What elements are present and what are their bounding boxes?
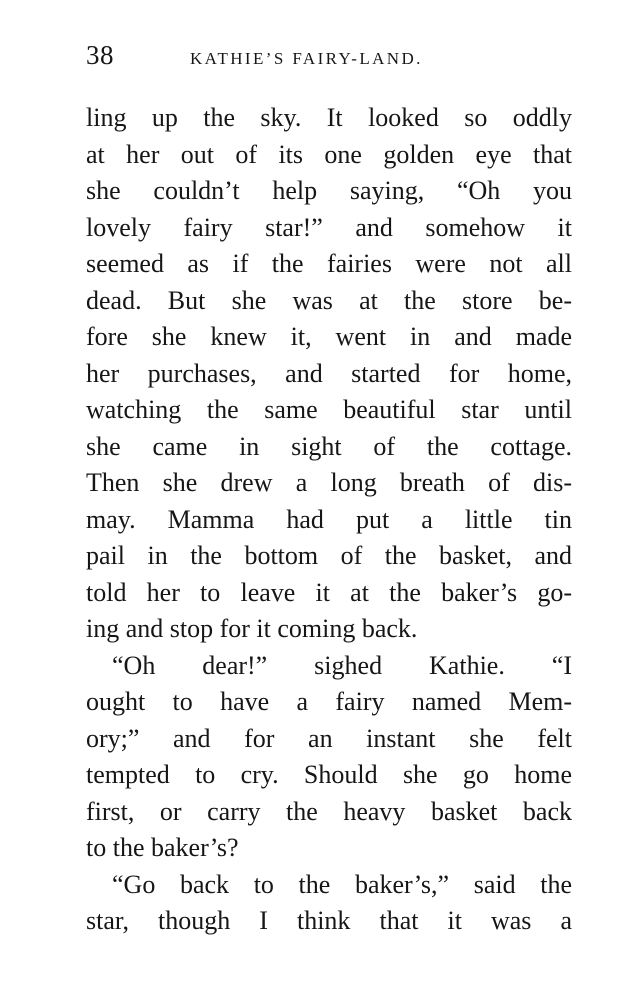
text-line: lovely fairy star!” and somehow it: [86, 212, 572, 242]
text-line: “Go back to the baker’s,” said the: [112, 869, 572, 899]
text-line: ought to have a fairy named Mem-: [86, 687, 572, 716]
text-line: she couldn’t help saying, “Oh you: [86, 176, 572, 205]
page-number: 38: [86, 40, 114, 70]
text-line: told her to leave it at the baker’s go-: [86, 577, 572, 607]
text-line: she came in sight of the cottage.: [86, 431, 572, 461]
text-line: watching the same beautiful star until: [86, 395, 572, 424]
text-line: her purchases, and started for home,: [86, 358, 572, 388]
body-text: [86, 100, 572, 940]
text-line: tempted to cry. Should she go home: [86, 760, 572, 789]
text-line: to the baker’s?: [86, 833, 239, 862]
text-line: seemed as if the fairies were not all: [86, 249, 572, 278]
page-header: [86, 40, 572, 82]
text-line: “Oh dear!” sighed Kathie. “I: [112, 650, 572, 680]
text-line: may. Mamma had put a little tin: [86, 504, 572, 534]
text-line: ling up the sky. It looked so oddly: [86, 103, 572, 132]
text-line: star, though I think that it was a: [86, 906, 572, 935]
text-line: ory;” and for an instant she felt: [86, 723, 572, 753]
text-line: Then she drew a long breath of dis-: [86, 468, 572, 497]
text-line: dead. But she was at the store be-: [86, 285, 572, 315]
text-line: ing and stop for it coming back.: [86, 614, 418, 643]
text-line: at her out of its one golden eye that: [86, 139, 572, 169]
text-line: first, or carry the heavy basket back: [86, 796, 572, 826]
running-title: KATHIE’S FAIRY-LAND.: [190, 49, 423, 68]
text-line: fore she knew it, went in and made: [86, 322, 572, 351]
text-line: pail in the bottom of the basket, and: [86, 541, 572, 570]
